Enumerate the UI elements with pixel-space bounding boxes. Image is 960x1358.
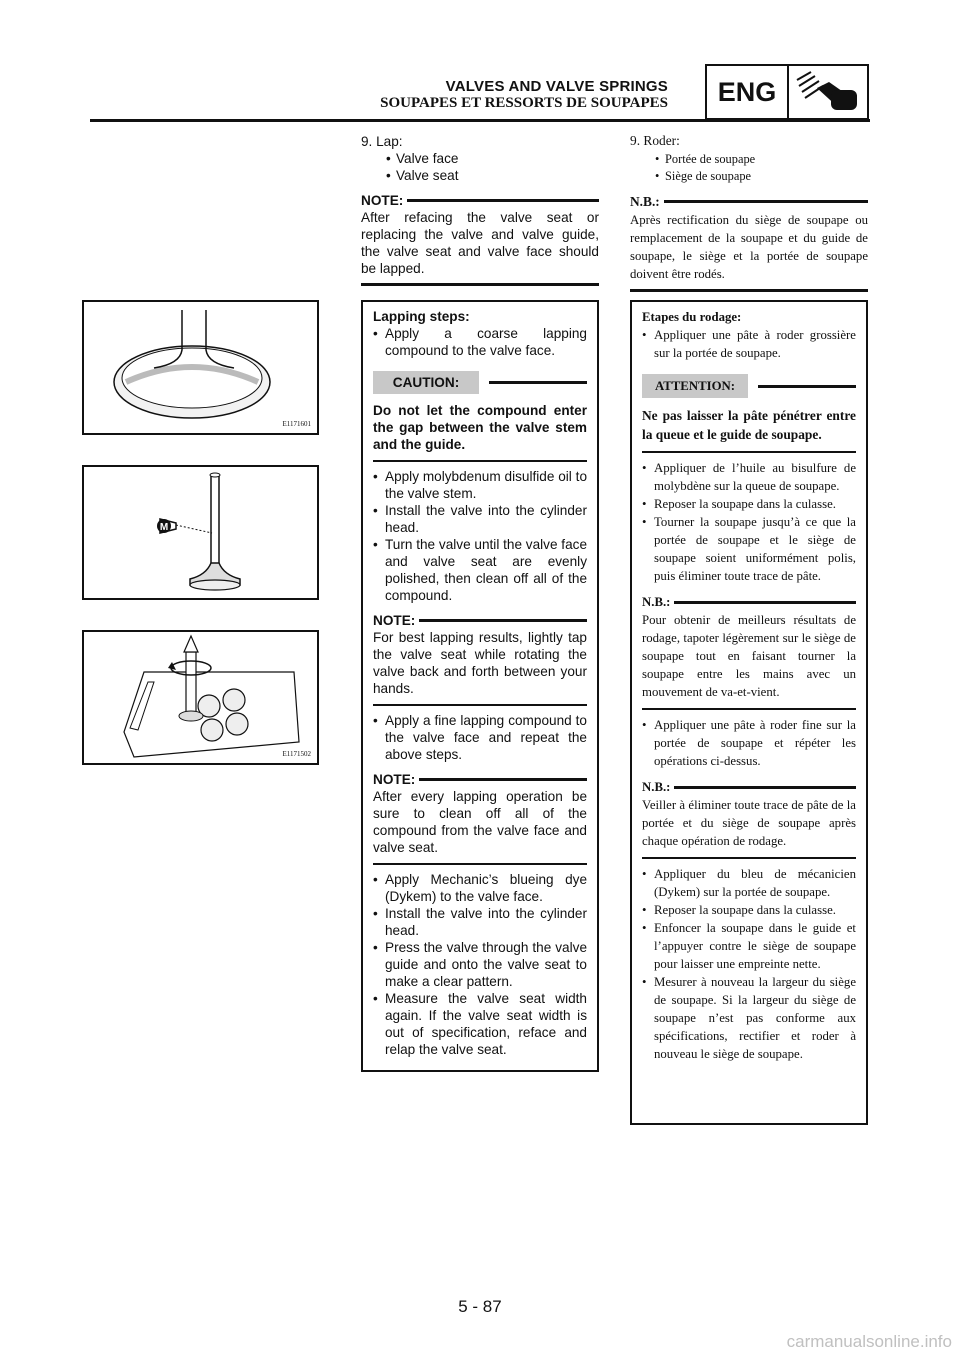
list-item: • Measure the valve seat width again. If the valve seat width is out of specification, reface and relap the valve seat.	[373, 990, 587, 1058]
box-title: Etapes du rodage:	[642, 310, 742, 324]
section-title-en: VALVES AND VALVE SPRINGS	[445, 78, 668, 95]
list-item: • Tourner la soupape jusqu’à ce que la portée de soupape et le siège de soupape soient uniformément polis, puis éliminer toute trace de pâte.	[642, 513, 856, 585]
note-heading: N.B.:	[642, 593, 856, 611]
figure-code: E1171601	[282, 420, 311, 428]
note-rule	[361, 283, 599, 286]
note-rule	[642, 708, 856, 710]
note-text: Pour obtenir de meilleurs résultats de rodage, tapoter légèrement sur le siège de soupape tout en faisant tourner la soupape entre les mains avec un mouvement de va-et-vient.	[642, 613, 856, 699]
list-item: • Reposer la soupape dans la culasse.	[642, 495, 856, 513]
watermark: carmanualsonline.info	[786, 1332, 952, 1351]
list-item: • Appliquer du bleu de mécanicien (Dykem) sur la portée de soupape.	[642, 865, 856, 901]
french-column	[630, 132, 868, 292]
caution-label: CAUTION:	[373, 371, 479, 394]
step-subitem: • Valve face	[361, 150, 599, 167]
note-heading: NOTE:	[373, 771, 587, 788]
list-item: • Appliquer de l’huile au bisulfure de molybdène sur la queue de soupape.	[642, 459, 856, 495]
section-badge: ENG	[705, 64, 789, 120]
caution-text: Ne pas laisser la pâte pénétrer entre la queue et le guide de soupape.	[642, 408, 856, 442]
figure-valve-lapping	[82, 630, 319, 765]
lapping-steps-box-fr	[630, 300, 868, 1125]
note-text: Veiller à éliminer toute trace de pâte de la portée et du siège de soupape après chaque opération de rodage.	[642, 798, 856, 848]
list-item: • Apply molybdenum disulfide oil to the valve stem.	[373, 468, 587, 502]
caution-heading	[642, 374, 856, 398]
note-text: Après rectification du siège de soupape ou remplacement de la soupape et du guide de soupape, le siège et la portée de soupape doivent être rodés.	[630, 213, 868, 281]
note-rule	[373, 704, 587, 706]
step-subitem: • Valve seat	[361, 167, 599, 184]
list-item: • Install the valve into the cylinder head.	[373, 905, 587, 939]
note-heading: N.B.:	[642, 778, 856, 796]
list-item: • Install the valve into the cylinder head.	[373, 502, 587, 536]
caution-label: ATTENTION:	[642, 374, 748, 398]
note-rule	[630, 289, 868, 292]
note-text: After every lapping operation be sure to clean off all of the compound from the valve face and valve seat.	[373, 789, 587, 855]
list-item: • Turn the valve until the valve face and valve seat are evenly polished, then clean off all of the compound.	[373, 536, 587, 604]
note-heading: NOTE:	[361, 192, 599, 209]
step-heading: 9. Roder:	[630, 133, 680, 148]
caution-rule	[373, 460, 587, 462]
note-heading: N.B.:	[630, 193, 868, 212]
note-text: For best lapping results, lightly tap the valve seat while rotating the valve back and forth between your hands.	[373, 630, 587, 696]
engine-piston-icon	[789, 64, 869, 120]
figure-code: E1171502	[282, 750, 311, 758]
list-item: • Apply Mechanic’s blueing dye (Dykem) to the valve face.	[373, 871, 587, 905]
step-subitem: • Portée de soupape	[630, 151, 868, 168]
caution-heading	[373, 371, 587, 394]
list-item: • Mesurer à nouveau la largeur du siège de soupape. Si la largeur du siège de soupape n’est pas conforme aux spécifications, rectifier et roder à nouveau le siège de soupape.	[642, 973, 856, 1063]
caution-text: Do not let the compound enter the gap between the valve stem and the guide.	[373, 403, 587, 452]
english-column	[361, 133, 599, 286]
section-title-fr: SOUPAPES ET RESSORTS DE SOUPAPES	[380, 95, 668, 111]
list-item: • Apply a coarse lapping compound to the valve face.	[373, 325, 587, 359]
box-title: Lapping steps:	[373, 309, 470, 324]
step-heading: 9. Lap:	[361, 134, 403, 149]
valve-face-icon	[84, 302, 317, 433]
list-item: • Reposer la soupape dans la culasse.	[642, 901, 856, 919]
valve-stem-oil-icon	[84, 467, 317, 598]
page-number: 5 - 87	[458, 1297, 502, 1316]
list-item: • Apply a fine lapping compound to the valve face and repeat the above steps.	[373, 712, 587, 763]
oil-marker: M	[159, 522, 169, 533]
list-item: • Appliquer une pâte à roder grossière sur la portée de soupape.	[642, 326, 856, 362]
step-subitem: • Siège de soupape	[630, 168, 868, 185]
list-item: • Press the valve through the valve guide and onto the valve seat to make a clear pattern.	[373, 939, 587, 990]
list-item: • Appliquer une pâte à roder fine sur la portée de soupape et répéter les opérations ci-dessus.	[642, 716, 856, 770]
figure-valve-stem-oil	[82, 465, 319, 600]
note-text: After refacing the valve seat or replacing the valve and valve guide, the valve seat and valve face should be lapped.	[361, 210, 599, 276]
caution-rule	[642, 451, 856, 453]
lapping-steps-box-en	[361, 300, 599, 1072]
note-rule	[642, 857, 856, 859]
note-heading: NOTE:	[373, 612, 587, 629]
note-rule	[373, 863, 587, 865]
valve-lapping-tool-icon	[84, 632, 317, 763]
figure-valve-face	[82, 300, 319, 435]
list-item: • Enfoncer la soupape dans le guide et l’appuyer contre le siège de soupape pour laisser une empreinte nette.	[642, 919, 856, 973]
